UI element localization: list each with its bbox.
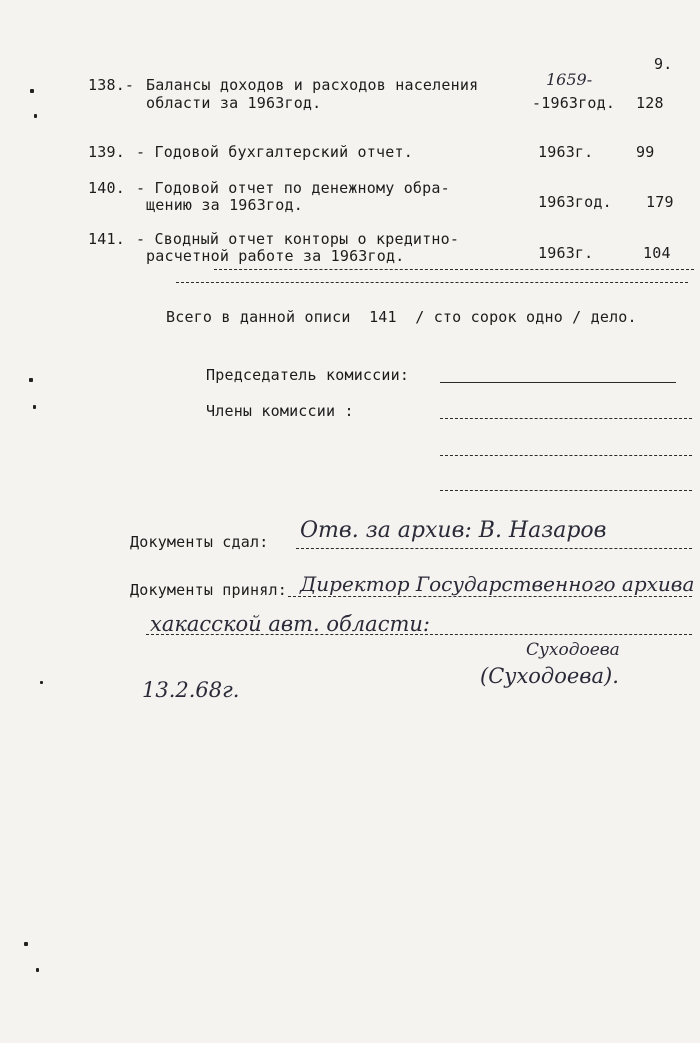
- handwritten-date: 13.2.68г.: [142, 678, 240, 702]
- entry-139-pages: 99: [636, 143, 655, 161]
- handed-label: Документы сдал:: [130, 533, 269, 551]
- scan-speck: [40, 681, 43, 684]
- member-signature-line-1: [440, 418, 692, 419]
- scan-speck: [29, 378, 33, 382]
- entry-140-number: 140.: [88, 179, 125, 197]
- scan-speck: [36, 968, 39, 972]
- members-label: Члены комиссии :: [206, 402, 354, 420]
- entry-139-number: 139.: [88, 143, 125, 161]
- handed-signature-line: [296, 548, 692, 549]
- scan-speck: [24, 942, 28, 946]
- page-number: 9.: [654, 55, 673, 73]
- entry-140-title-line1: - Годовой отчет по денежному обра-: [136, 179, 450, 197]
- member-signature-line-3: [440, 490, 692, 491]
- scan-speck: [30, 89, 34, 93]
- entry-140-pages: 179: [646, 193, 674, 211]
- entry-141-title-line1: - Сводный отчет конторы о кредитно-: [136, 230, 460, 248]
- entry-138-number: 138.-: [88, 76, 135, 94]
- accepted-label: Документы принял:: [130, 581, 287, 599]
- entry-139-title-line1: - Годовой бухгалтерский отчет.: [136, 143, 413, 161]
- entry-138-date: -1963год.: [532, 94, 616, 112]
- separator-line-1: [214, 269, 694, 270]
- acceptor-name: (Суходоева).: [480, 664, 619, 688]
- separator-line-2: [176, 282, 688, 283]
- accepted-line-2: [146, 634, 692, 635]
- entry-138-date-handwritten: 1659-: [546, 70, 593, 89]
- chairman-signature-line: [440, 382, 676, 383]
- entry-141-date: 1963г.: [538, 244, 594, 262]
- entry-138-title-line1: Балансы доходов и расходов населения: [146, 76, 479, 94]
- entry-139-date: 1963г.: [538, 143, 594, 161]
- handed-value: Отв. за архив: В. Назаров: [300, 518, 607, 543]
- accepted-line-1: [288, 596, 692, 597]
- entry-141-pages: 104: [643, 244, 671, 262]
- scan-speck: [33, 405, 36, 409]
- entry-138-title-line2: области за 1963год.: [146, 94, 322, 112]
- scan-speck: [34, 114, 37, 118]
- entry-140-date: 1963год.: [538, 193, 612, 211]
- accepted-value-line1: Директор Государственного архива: [300, 572, 695, 596]
- acceptor-signature: Суходоева: [526, 640, 620, 660]
- entry-138-pages: 128: [636, 94, 664, 112]
- entry-140-title-line2: щению за 1963год.: [146, 196, 303, 214]
- chairman-label: Председатель комиссии:: [206, 366, 410, 384]
- accepted-value-line2: хакасской авт. области:: [150, 612, 430, 636]
- entry-141-number: 141.: [88, 230, 125, 248]
- entry-141-title-line2: расчетной работе за 1963год.: [146, 247, 405, 265]
- total-line: Всего в данной описи 141 / сто сорок одно / дело.: [166, 308, 637, 326]
- member-signature-line-2: [440, 455, 692, 456]
